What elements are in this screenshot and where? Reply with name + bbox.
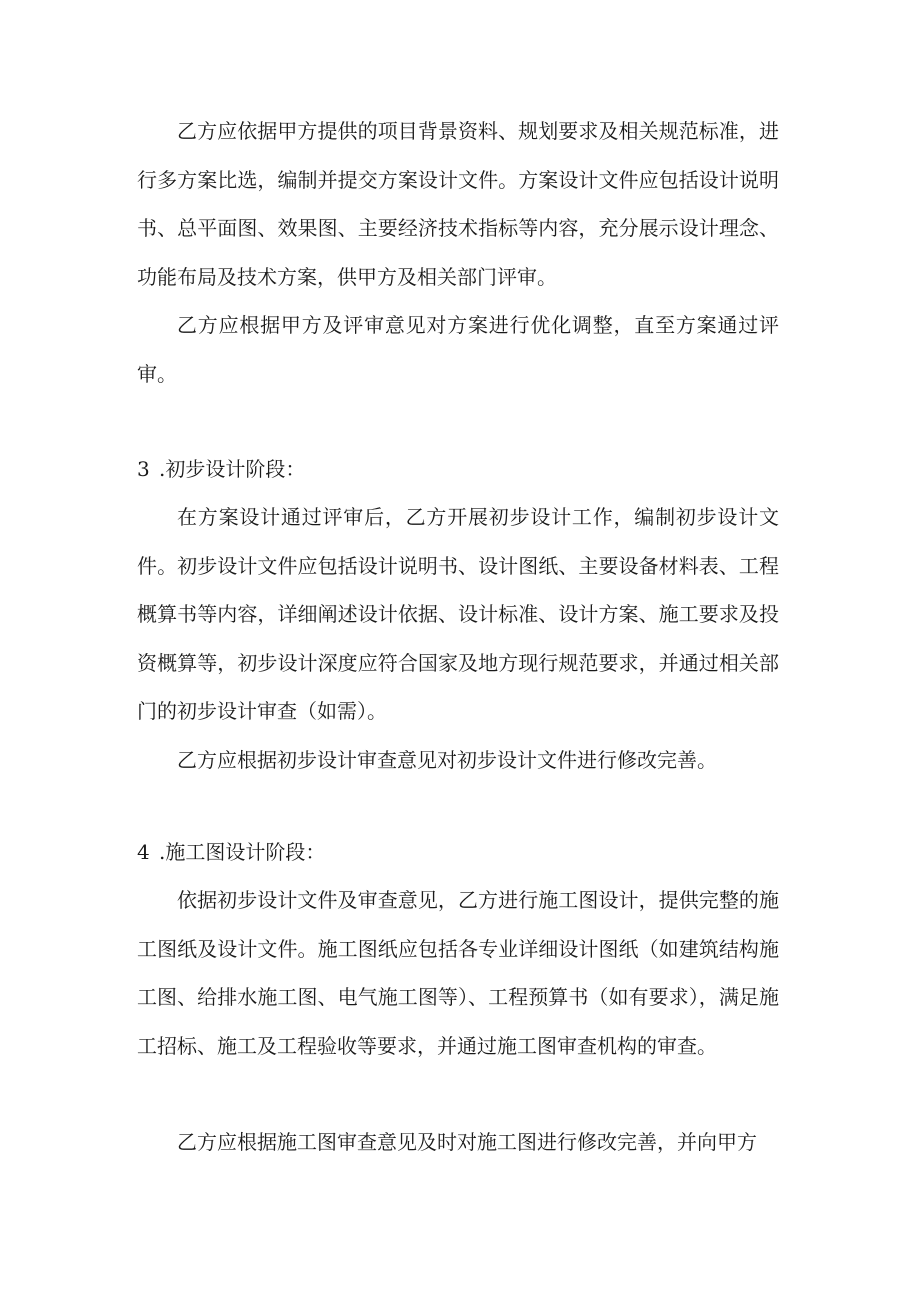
section-number: 3: [137, 457, 150, 481]
paragraph-construction-drawing: 依据初步设计文件及审查意见，乙方进行施工图设计，提供完整的施工图纸及设计文件。施工图纸应包括各专业详细设计图纸（如建筑结构施工图、给排水施工图、电气施工图等）、工程预算书（如有要求），满足施工招标、施工及工程验收等要求，并通过施工图审查机构的审查。: [137, 888, 779, 1058]
section-heading-preliminary-design: [137, 445, 779, 493]
paragraph-scheme-revision: 乙方应根据甲方及评审意见对方案进行优化调整，直至方案通过评审。: [137, 313, 779, 386]
section-title: .施工图设计阶段：: [159, 840, 326, 864]
section-heading-construction-drawing: [137, 828, 779, 876]
paragraph-construction-revision: 乙方应根据施工图审查意见及时对施工图进行修改完善，并向甲方: [177, 1130, 757, 1154]
paragraph-preliminary-design: 在方案设计通过评审后，乙方开展初步设计工作，编制初步设计文件。初步设计文件应包括设计说明书、设计图纸、主要设备材料表、工程概算书等内容，详细阐述设计依据、设计标准、设计方案、施工要求及投资概算等，初步设计深度应符合国家及地方现行规范要求，并通过相关部门的初步设计审查（如需）。: [137, 505, 779, 723]
section-title: .初步设计阶段：: [159, 457, 306, 481]
section-number: 4: [137, 840, 150, 864]
paragraph-preliminary-revision: 乙方应根据初步设计审查意见对初步设计文件进行修改完善。: [177, 748, 717, 772]
paragraph-scheme-design: 乙方应依据甲方提供的项目背景资料、规划要求及相关规范标准，进行多方案比选，编制并提交方案设计文件。方案设计文件应包括设计说明书、总平面图、效果图、主要经济技术指标等内容，充分展示设计理念、功能布局及技术方案，供甲方及相关部门评审。: [137, 119, 779, 289]
